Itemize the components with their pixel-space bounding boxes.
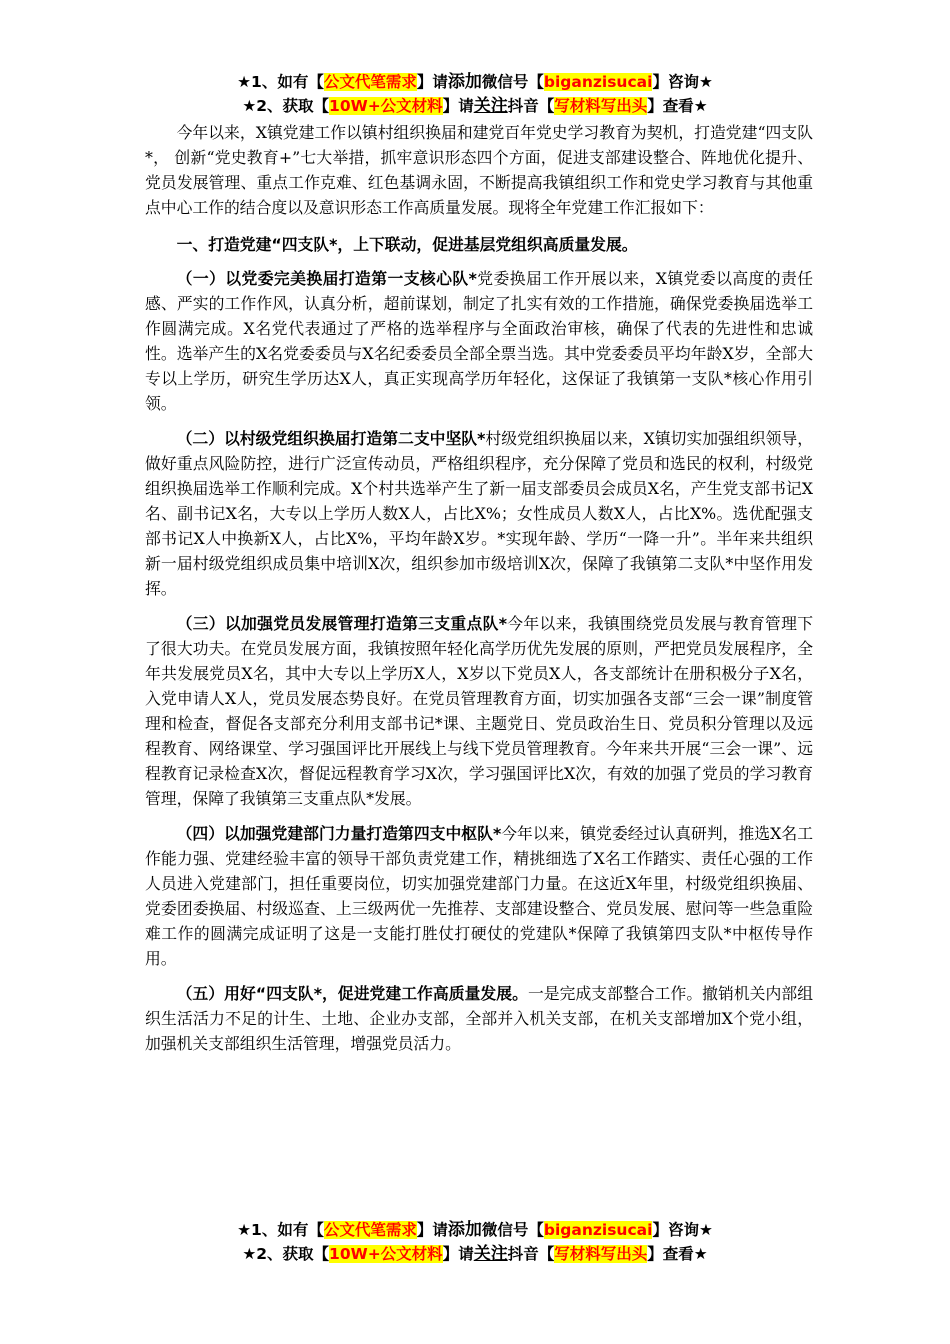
item-paragraph: （三）以加强党员发展管理打造第三支重点队*今年以来，我镇围绕党员发展与教育管理下了很大功夫。在党员发展方面，我镇按照年轻化高学历优先发展的原则，严把党员发展程序，全年共发展党员X名，其中大专以上学历X人，X岁以下党员X人，各支部统计在册积极分子X名，入党申请人X人，党员发展态势良好。在党员管理教育方面，切实加强各支部“三会一课”制度管理和检查，督促各支部充分利用支部书记*课、主题党日、党员政治生日、党员积分管理以及远程教育、网络课堂、学习强国评比开展线上与线下党员管理教育。今年来共开展“三会一课”、远程教育记录检查X次，督促远程教育学习X次，学习强国评比X次，有效的加强了党员的学习教育管理，保障了我镇第三支重点队*发展。 — [145, 614, 813, 808]
intro-paragraph: 今年以来，X镇党建工作以镇村组织换届和建党百年党史学习教育为契机，打造党建“四支队*， 创新“党史教育+”七大举措，抓牢意识形态四个方面，促进支部建设整合、阵地优化提升、党员发展管理、重点工作克难、红色基调永固，不断提高我镇组织工作和党史学习教育与其他重点中心工作的结合度以及意识形态工作高质量发展。现将全年党建工作汇报如下： — [145, 123, 813, 217]
item-paragraph: （五）用好“四支队*，促进党建工作高质量发展。一是完成支部整合工作。撤销机关内部组织生活活力不足的计生、土地、企业办支部，全部并入机关支部，在机关支部增加X个党小组，加强机关支部组织生活管理，增强党员活力。 — [145, 984, 813, 1053]
banner-line-2: ★2、获取【10W+公文材料】请关注抖音【写材料写出头】查看★ — [242, 1244, 708, 1264]
item-title: （三）以加强党员发展管理打造第三支重点队* — [176, 614, 507, 633]
bottom-banner — [0, 1218, 950, 1266]
banner-line-1: ★1、如有【公文代笔需求】请添加微信号【biganzisucai】咨询★ — [237, 1220, 713, 1240]
banner-highlight: 公文代笔需求 — [323, 73, 417, 91]
banner-line-2: ★2、获取【10W+公文材料】请关注抖音【写材料写出头】查看★ — [242, 96, 708, 116]
item-title: （四）以加强党建部门力量打造第四支中枢队* — [176, 824, 502, 843]
wechat-id: biganzisucai — [543, 1221, 653, 1239]
document-body — [145, 120, 813, 1056]
item-paragraph: （二）以村级党组织换届打造第二支中坚队*村级党组织换届以来，X镇切实加强组织领导，做好重点风险防控，进行广泛宣传动员，严格组织程序，充分保障了党员和选民的权利，村级党组织换届选举工作顺利完成。X个村共选举产生了新一届支部委员会成员X名，产生党支部书记X名、副书记X名，大专以上学历人数X人，占比X%；女性成员人数X人，占比X%。选优配强支部书记X人中换新X人，占比X%，平均年龄X岁。*实现年龄、学历“一降一升”。半年来共组织新一届村级党组织成员集中培训X次，组织参加市级培训X次，保障了我镇第二支队*中坚作用发挥。 — [145, 429, 814, 598]
douyin-id: 写材料写出头 — [554, 97, 648, 115]
banner-highlight: 10W+公文材料 — [329, 1245, 443, 1263]
item-paragraph: （一）以党委完美换届打造第一支核心队*党委换届工作开展以来，X镇党委以高度的责任感、严实的工作作风，认真分析，超前谋划，制定了扎实有效的工作措施，确保党委换届选举工作圆满完成。X名党代表通过了严格的选举程序与全面政治审核，确保了代表的先进性和忠诚性。选举产生的X名党委委员与X名纪委委员全部全票当选。其中党委委员平均年龄X岁，全部大专以上学历，研究生学历达X人，真正实现高学历年轻化，这保证了我镇第一支队*核心作用引领。 — [145, 269, 814, 413]
item-title: （二）以村级党组织换届打造第二支中坚队* — [176, 429, 486, 448]
top-banner — [0, 70, 950, 118]
item-title: （五）用好“四支队*，促进党建工作高质量发展。 — [176, 984, 528, 1003]
section-heading: 一、打造党建“四支队*，上下联动，促进基层党组织高质量发展。 — [176, 235, 638, 254]
wechat-id: biganzisucai — [543, 73, 653, 91]
banner-highlight: 10W+公文材料 — [329, 97, 443, 115]
item-paragraph: （四）以加强党建部门力量打造第四支中枢队*今年以来，镇党委经过认真研判，推选X名工作能力强、党建经验丰富的领导干部负责党建工作，精挑细选了X名工作踏实、责任心强的工作人员进入党建部门，担任重要岗位，切实加强党建部门力量。在这近X年里，村级党组织换届、党委团委换届、村级巡查、上三级两优一先推荐、支部建设整合、党员发展、慰问等一些急重险难工作的圆满完成证明了这是一支能打胜仗打硬仗的党建队*保障了我镇第四支队*中枢传导作用。 — [145, 824, 813, 968]
douyin-id: 写材料写出头 — [554, 1245, 648, 1263]
item-title: （一）以党委完美换届打造第一支核心队* — [176, 269, 477, 288]
banner-line-1: ★1、如有【公文代笔需求】请添加微信号【biganzisucai】咨询★ — [237, 72, 713, 92]
banner-highlight: 公文代笔需求 — [323, 1221, 417, 1239]
